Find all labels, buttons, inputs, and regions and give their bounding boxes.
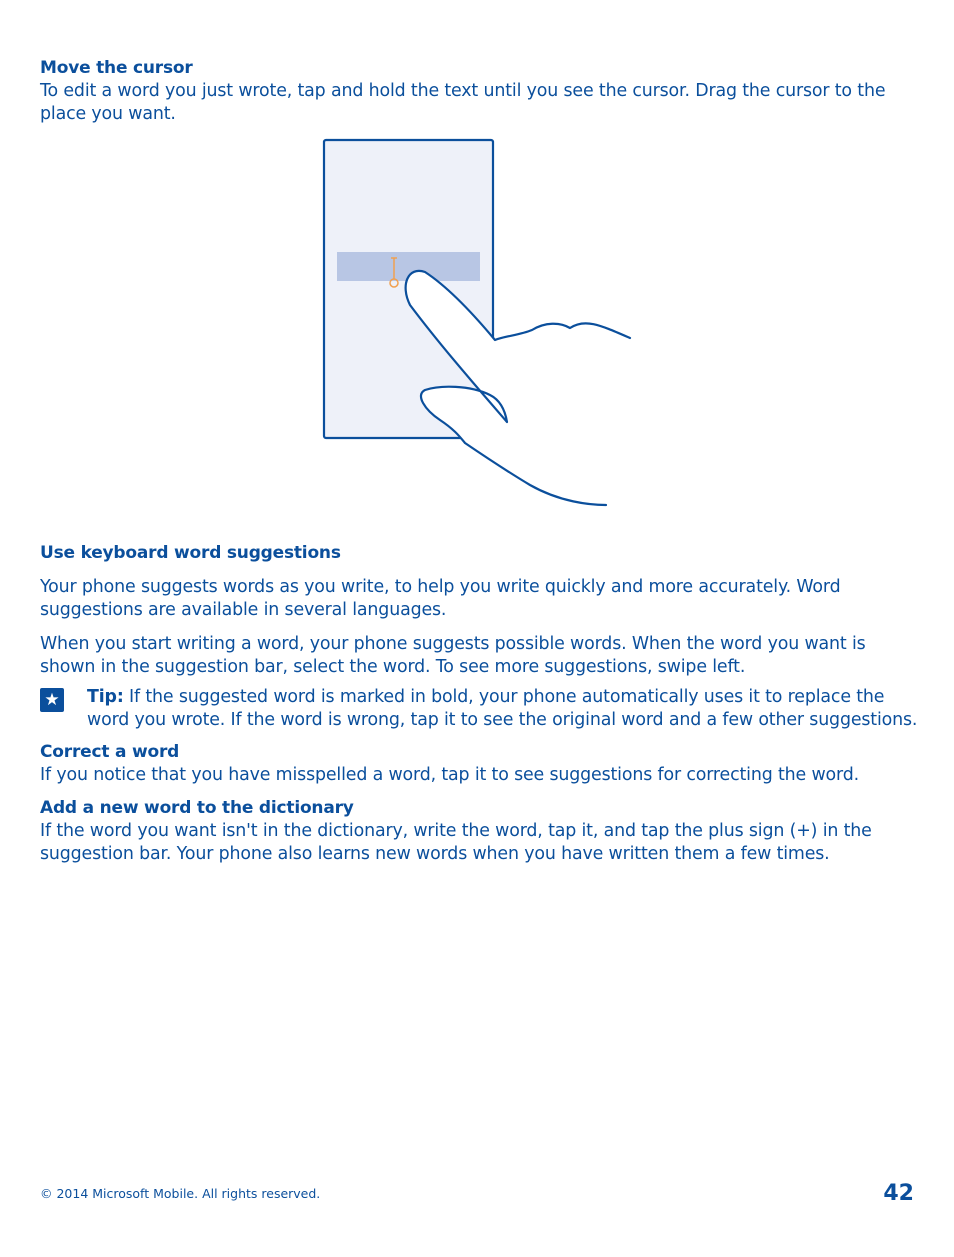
tip-label: Tip: bbox=[87, 687, 124, 707]
heading-add-word: Add a new word to the dictionary bbox=[40, 798, 354, 818]
tip-text bbox=[87, 686, 927, 732]
text-suggestions-1: Your phone suggests words as you write, to help you write quickly and more accurately. Word suggestions are available in several languages. bbox=[40, 577, 841, 620]
text-suggestions-2: When you start writing a word, your phone suggests possible words. When the word you want is shown in the suggestion bar, select the word. To see more suggestions, swipe left. bbox=[40, 634, 866, 677]
copyright-footer: © 2014 Microsoft Mobile. All rights reserved. bbox=[40, 1186, 321, 1201]
text-add-word: If the word you want isn't in the dictionary, write the word, tap it, and tap the plus sign (+) in the suggestion bar. Your phone also learns new words when you have written them a few times. bbox=[40, 821, 872, 864]
star-icon: ★ bbox=[40, 688, 64, 712]
heading-correct-word: Correct a word bbox=[40, 742, 180, 762]
page-number: 42 bbox=[883, 1181, 914, 1206]
heading-suggestions: Use keyboard word suggestions bbox=[40, 543, 341, 563]
heading-move-cursor: Move the cursor bbox=[40, 58, 193, 78]
text-move-cursor: To edit a word you just wrote, tap and hold the text until you see the cursor. Drag the cursor to the place you want. bbox=[40, 81, 886, 124]
hand-icon bbox=[406, 271, 630, 505]
cursor-drag-illustration bbox=[300, 130, 640, 515]
tip-body: If the suggested word is marked in bold, your phone automatically uses it to replace the word you wrote. If the word is wrong, tap it to see the original word and a few other suggestions. bbox=[87, 687, 918, 730]
text-correct-word: If you notice that you have misspelled a word, tap it to see suggestions for correcting the word. bbox=[40, 765, 859, 785]
